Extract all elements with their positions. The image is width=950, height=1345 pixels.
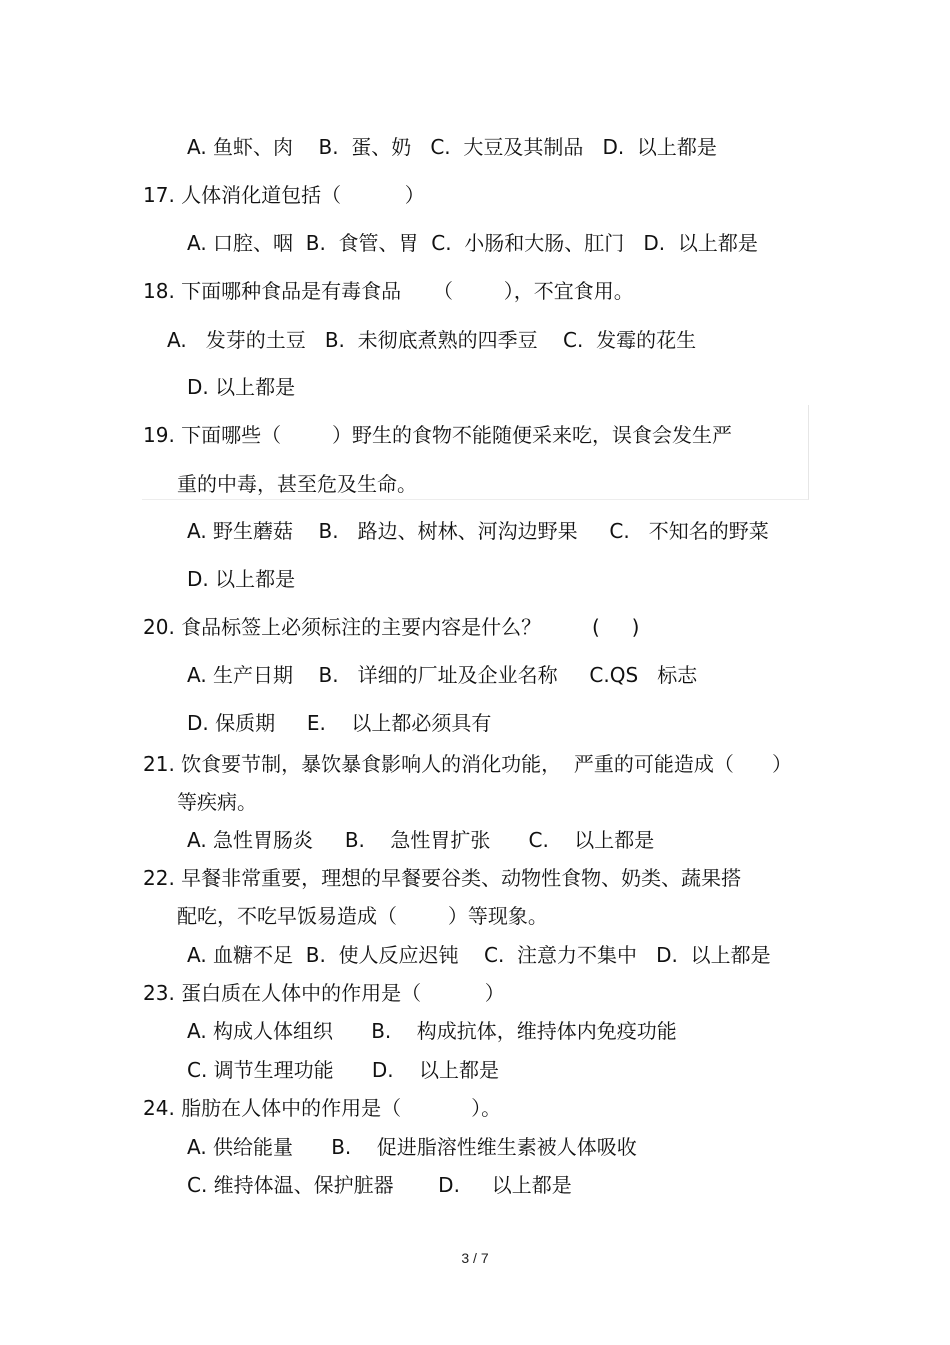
q21-question-cont: 等疾病。 — [177, 790, 257, 814]
q20-options: A. 生产日期 B. 详细的厂址及企业名称 C.QS 标志 — [187, 663, 698, 687]
q19-option-d: D. 以上都是 — [187, 567, 296, 591]
q19-question: 19. 下面哪些（ ）野生的食物不能随便采来吃，误食会发生严 — [143, 423, 733, 447]
q23-options: A. 构成人体组织 B. 构成抗体，维持体内免疫功能 — [187, 1019, 677, 1043]
q20-question: 20. 食品标签上必须标注的主要内容是什么？ ( ) — [143, 615, 640, 639]
q18-option-d: D. 以上都是 — [187, 375, 296, 399]
q16-options: A. 鱼虾、肉 B. 蛋、奶 C. 大豆及其制品 D. 以上都是 — [187, 135, 717, 159]
q24-options: A. 供给能量 B. 促进脂溶性维生素被人体吸收 — [187, 1135, 637, 1159]
page-number: 3 / 7 — [461, 1250, 489, 1266]
q23-options-2: C. 调节生理功能 D. 以上都是 — [187, 1058, 500, 1082]
q23-question: 23. 蛋白质在人体中的作用是（ ） — [143, 981, 505, 1005]
q22-question-cont: 配吃，不吃早饭易造成（ ）等现象。 — [177, 904, 548, 928]
q19-options: A. 野生蘑菇 B. 路边、树林、河沟边野果 C. 不知名的野菜 — [187, 519, 769, 543]
q17-question: 17. 人体消化道包括（ ） — [143, 183, 425, 207]
q24-question: 24. 脂肪在人体中的作用是（ ）。 — [143, 1096, 502, 1120]
q19-question-cont: 重的中毒，甚至危及生命。 — [177, 472, 417, 496]
q24-options-2: C. 维持体温、保护脏器 D. 以上都是 — [187, 1173, 572, 1197]
q22-question: 22. 早餐非常重要，理想的早餐要谷类、动物性食物、奶类、蔬果搭 — [143, 866, 742, 890]
q20-options-2: D. 保质期 E. 以上都必须具有 — [187, 711, 492, 735]
q22-options: A. 血糖不足 B. 使人反应迟钝 C. 注意力不集中 D. 以上都是 — [187, 943, 771, 967]
q21-question: 21. 饮食要节制，暴饮暴食影响人的消化功能， 严重的可能造成（ ） — [143, 752, 793, 776]
q18-question: 18. 下面哪种食品是有毒食品 （ ），不宜食用。 — [143, 279, 634, 303]
q17-options: A. 口腔、咽 B. 食管、胃 C. 小肠和大肠、肛门 D. 以上都是 — [187, 231, 758, 255]
q18-options: A. 发芽的土豆 B. 未彻底煮熟的四季豆 C. 发霉的花生 — [167, 328, 697, 352]
q21-options: A. 急性胃肠炎 B. 急性胃扩张 C. 以上都是 — [187, 828, 655, 852]
